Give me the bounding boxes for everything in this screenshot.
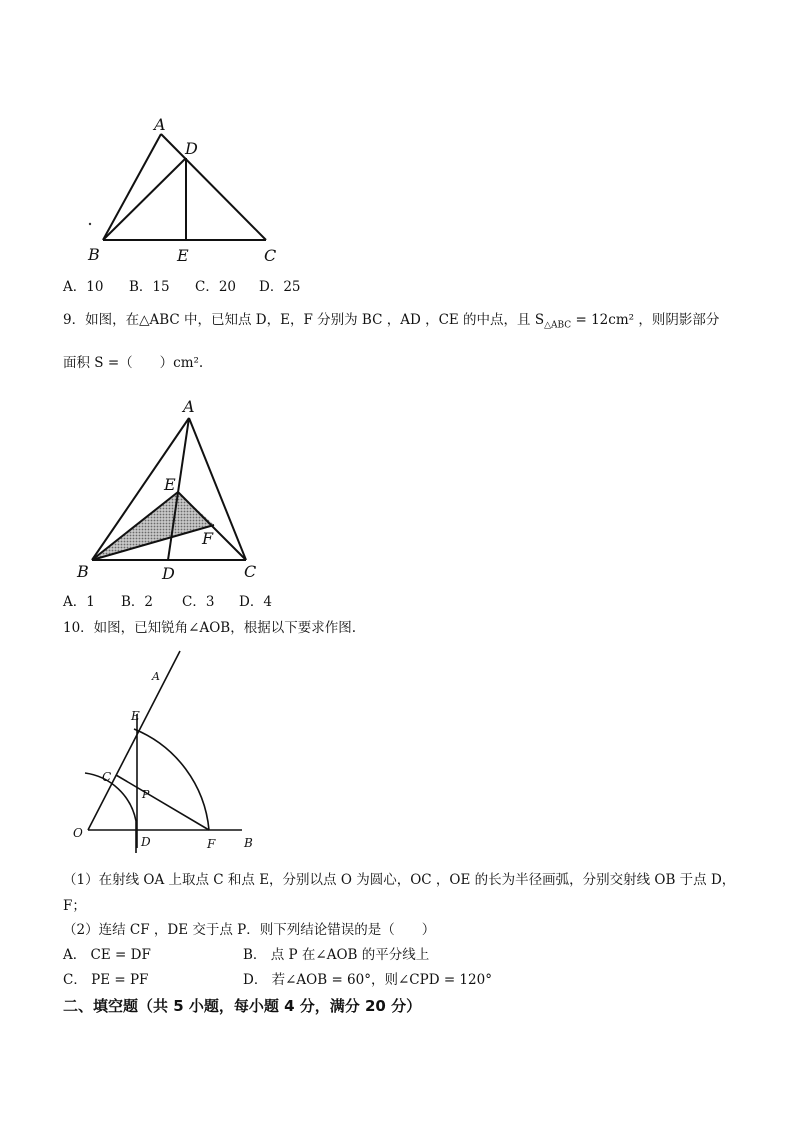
q8-label-b: B: [88, 245, 100, 264]
q8-side-ac: [161, 134, 266, 240]
q9-stem-line1: 9．如图，在△ABC 中，已知点 D，E，F 分别为 BC ，AD ，CE 的中点，且 $S_{\triangle ABC} = 12cm^2$ ，则阴影部分: [63, 312, 720, 331]
q9-stem-line2: 面积 S =（ ）cm².: [63, 355, 204, 371]
q10-step1-line1: （1）在射线 OA 上取点 C 和点 E，分别以点 O 为圆心，OC ，OE 的长为半径画弧，分别交射线 OB 于点 D，: [63, 872, 736, 888]
q8-segment-bd: [103, 158, 186, 240]
q9-label-f: F: [202, 529, 214, 548]
q10-ray-oa: [88, 651, 180, 830]
q10-label-b: B: [244, 836, 253, 850]
q10-option-b[interactable]: B． 点 P 在∠AOB 的平分线上: [243, 947, 430, 963]
q8-label-d: D: [185, 139, 198, 158]
q8-options: [63, 281, 301, 295]
q10-arc-outer: [134, 729, 209, 830]
section-2-title: 二、填空题（共 5 小题，每小题 4 分，满分 20 分）: [63, 997, 422, 1015]
q10-figure: [68, 645, 268, 855]
q10-label-f: F: [207, 837, 216, 851]
q10-label-e: E: [131, 709, 140, 723]
q10-step1-line2: F；: [63, 898, 86, 914]
q10-label-c: C: [102, 770, 112, 784]
q8-option-b[interactable]: B．15: [129, 279, 170, 295]
q8-option-d[interactable]: D．25: [259, 279, 301, 295]
q8-option-c[interactable]: C．20: [195, 279, 237, 295]
q10-option-d[interactable]: D． 若∠AOB = 60°，则∠CPD = 120°: [243, 972, 492, 988]
q9-label-b: B: [77, 562, 89, 581]
q10-stem: 10．如图，已知锐角∠AOB，根据以下要求作图.: [63, 620, 357, 636]
q8-label-a: A: [154, 115, 166, 134]
q9-label-c: C: [244, 562, 257, 581]
q9-side-ac: [189, 418, 246, 560]
q10-label-a: A: [152, 670, 160, 683]
q9-label-d: D: [162, 564, 175, 583]
q9-options: [63, 596, 272, 610]
q9-shaded-region: [92, 492, 214, 560]
q9-option-a[interactable]: A．1: [63, 594, 95, 610]
q9-figure: [72, 396, 272, 586]
q8-label-c: C: [264, 246, 277, 265]
q9-option-b[interactable]: B．2: [121, 594, 154, 610]
q10-option-a[interactable]: A． CE = DF: [63, 947, 151, 963]
q10-step2: （2）连结 CF ，DE 交于点 P．则下列结论错误的是（ ）: [63, 922, 436, 938]
q10-label-o: O: [73, 826, 83, 840]
q9-label-a: A: [183, 397, 195, 416]
q8-side-ab: [103, 134, 161, 240]
q10-label-p: P: [142, 788, 150, 801]
q8-figure: [80, 112, 300, 272]
q9-option-c[interactable]: C．3: [182, 594, 215, 610]
q8-label-e: E: [177, 246, 189, 265]
q8-option-a[interactable]: A．10: [63, 279, 104, 295]
q10-option-c[interactable]: C． PE = PF: [63, 972, 149, 988]
q9-label-e: E: [164, 475, 176, 494]
q10-label-d: D: [141, 835, 151, 849]
q9-option-d[interactable]: D．4: [239, 594, 272, 610]
